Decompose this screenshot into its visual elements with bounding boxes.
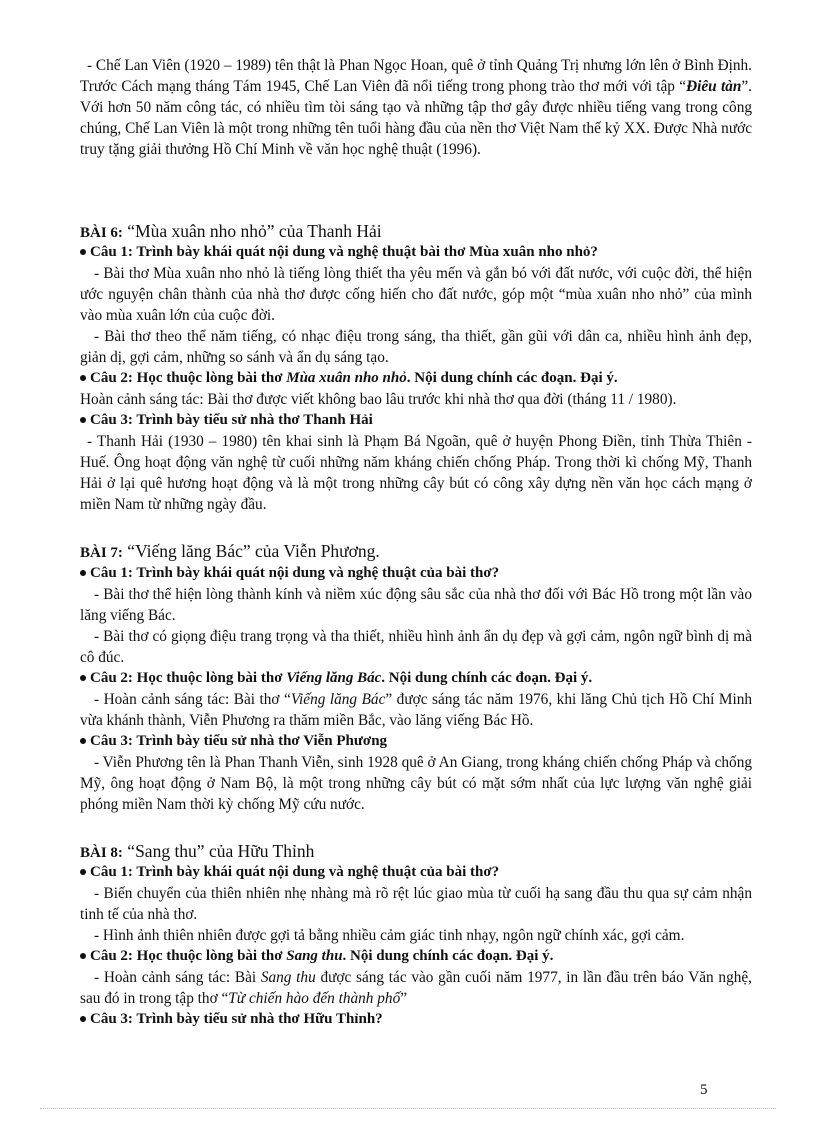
page-bottom-divider — [40, 1108, 776, 1109]
bai7-section — [80, 563, 752, 815]
bullet-icon — [80, 738, 86, 744]
bai8-question-2: Câu 2: Học thuộc lòng bài thơ Sang thu. Nội dung chính các đoạn. Đại ý. — [80, 946, 752, 967]
bai7-heading: BÀI 7: “Viếng lăng Bác” của Viễn Phương. — [80, 541, 380, 561]
page-number: 5 — [700, 1082, 708, 1098]
bullet-icon — [80, 570, 86, 576]
bai6-q1-paragraph-1: - Bài thơ Mùa xuân nho nhỏ là tiếng lòng thiết tha yêu mến và gắn bó với đất nước, với cuộc đời, thể hiện ước nguyện chân thành của nhà thơ được cống hiến cho đất nước, góp một “mùa xuân nho nhỏ” của mình vào mùa xuân lớn của cuộc đời. — [80, 265, 752, 324]
bai7-question-3: Câu 3: Trình bày tiểu sử nhà thơ Viễn Phương — [80, 731, 752, 752]
bullet-icon — [80, 375, 86, 381]
bullet-icon — [80, 1016, 86, 1022]
bai6-q2-paragraph: Hoàn cảnh sáng tác: Bài thơ được viết không bao lâu trước khi nhà thơ qua đời (tháng 11 / 1980). — [80, 391, 677, 408]
bai8-q1-paragraph-1: - Biến chuyển của thiên nhiên nhẹ nhàng mà rõ rệt lúc giao mùa từ cuối hạ sang đầu thu qua sự cảm nhận tinh tế của nhà thơ. — [80, 885, 752, 923]
bullet-icon — [80, 249, 86, 255]
bai7-q2-paragraph: - Hoàn cảnh sáng tác: Bài thơ “Viếng lăng Bác” được sáng tác năm 1976, khi lăng Chủ tịch Hồ Chí Minh vừa khánh thành, Viễn Phương ra thăm miền Bắc, vào lăng viếng Bác Hồ. — [80, 691, 753, 729]
bullet-icon — [80, 869, 86, 875]
bai7-question-1: Câu 1: Trình bày khái quát nội dung và nghệ thuật của bài thơ? — [80, 563, 752, 584]
bai8-section — [80, 862, 752, 1030]
bai6-question-3: Câu 3: Trình bày tiểu sử nhà thơ Thanh Hải — [80, 410, 752, 431]
intro-section — [80, 55, 752, 160]
bai6-heading: BÀI 6: “Mùa xuân nho nhỏ” của Thanh Hải — [80, 221, 382, 241]
bai7-question-2: Câu 2: Học thuộc lòng bài thơ Viếng lăng Bác. Nội dung chính các đoạn. Đại ý. — [80, 668, 752, 689]
bai6-q1-paragraph-2: - Bài thơ theo thể năm tiếng, có nhạc điệu trong sáng, tha thiết, gần gũi với dân ca, nhiều hình ảnh đẹp, giản dị, gợi cảm, những so sánh và ẩn dụ sáng tạo. — [80, 328, 752, 366]
bai6-question-2: Câu 2: Học thuộc lòng bài thơ Mùa xuân nho nhỏ. Nội dung chính các đoạn. Đại ý. — [80, 368, 752, 389]
bai8-question-3: Câu 3: Trình bày tiểu sử nhà thơ Hữu Thỉnh? — [80, 1009, 752, 1030]
bullet-icon — [80, 675, 86, 681]
bai8-heading: BÀI 8: “Sang thu” của Hữu Thỉnh — [80, 841, 315, 861]
bai7-q1-paragraph-1: - Bài thơ thể hiện lòng thành kính và niềm xúc động sâu sắc của nhà thơ đối với Bác Hồ trong một lần vào lăng viếng Bác. — [80, 586, 752, 624]
bullet-icon — [80, 417, 86, 423]
bullet-icon — [80, 953, 86, 959]
bai8-question-1: Câu 1: Trình bày khái quát nội dung và nghệ thuật của bài thơ? — [80, 862, 752, 883]
bai8-q2-paragraph: - Hoàn cảnh sáng tác: Bài Sang thu được sáng tác vào gần cuối năm 1977, in lần đầu trên báo Văn nghệ, sau đó in trong tập thơ “Từ chiến hào đến thành phố” — [80, 969, 752, 1007]
bai7-q3-paragraph: - Viễn Phương tên là Phan Thanh Viễn, sinh 1928 quê ở An Giang, trong kháng chiến chống Pháp và chống Mỹ, ông hoạt động ở Nam Bộ, là một trong những cây bút có mặt sớm nhất của lực lượng văn nghệ giải phóng miền Nam thời kỳ chống Mỹ cứu nước. — [80, 754, 752, 813]
bai6-q3-paragraph: - Thanh Hải (1930 – 1980) tên khai sinh là Phạm Bá Ngoãn, quê ở huyện Phong Điền, tỉnh Thừa Thiên - Huế. Ông hoạt động văn nghệ từ cuối những năm kháng chiến chống Pháp. Trong thời kì chống Mỹ, Thanh Hải ở lại quê hương hoạt động và là một trong những cây bút có công xây dựng nền văn học cách mạng ở miền Nam từ những ngày đầu. — [80, 433, 752, 513]
bai6-section — [80, 242, 752, 515]
intro-paragraph: - Chế Lan Viên (1920 – 1989) tên thật là Phan Ngọc Hoan, quê ở tỉnh Quảng Trị nhưng lớn lên ở Bình Định. Trước Cách mạng tháng Tám 1945, Chế Lan Viên đã nổi tiếng trong phong trào thơ mới với tập “Điêu tàn”. Với hơn 50 năm công tác, có nhiều tìm tòi sáng tạo và những tập thơ gây được nhiều tiếng vang trong công chúng, Chế Lan Viên là một trong những tên tuổi hàng đầu của nền thơ Việt Nam thế kỷ XX. Được Nhà nước truy tặng giải thưởng Hồ Chí Minh về văn học nghệ thuật (1996). — [80, 57, 752, 158]
bai6-question-1: Câu 1: Trình bày khái quát nội dung và nghệ thuật bài thơ Mùa xuân nho nhỏ? — [80, 242, 752, 263]
bai8-q1-paragraph-2: - Hình ảnh thiên nhiên được gợi tả bằng nhiều cảm giác tinh nhạy, ngôn ngữ chính xác, gợi cảm. — [94, 927, 685, 944]
bai7-q1-paragraph-2: - Bài thơ có giọng điệu trang trọng và tha thiết, nhiều hình ảnh ẩn dụ đẹp và gợi cảm, ngôn ngữ bình dị mà cô đúc. — [80, 628, 752, 666]
